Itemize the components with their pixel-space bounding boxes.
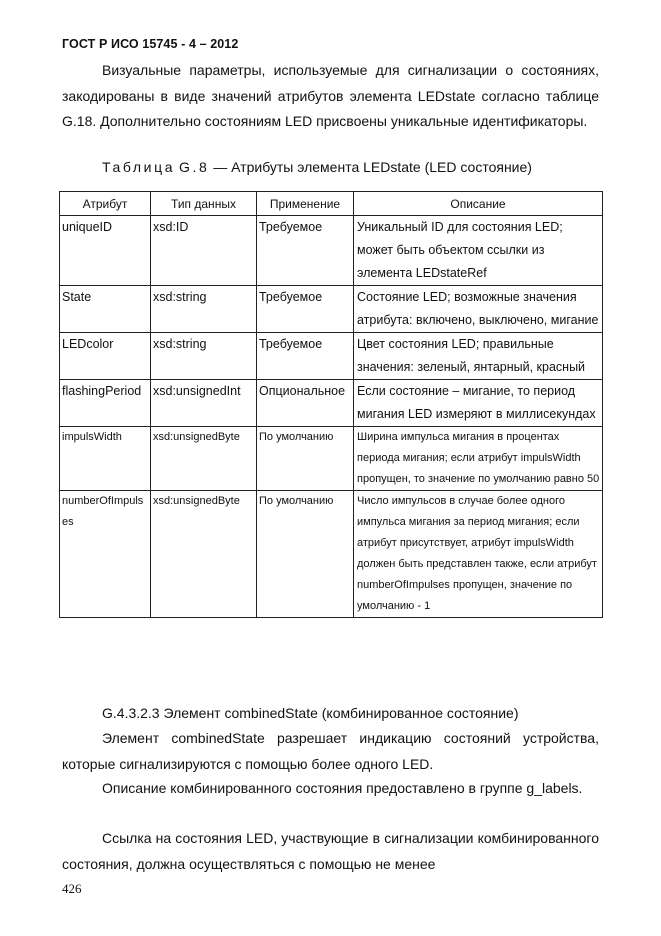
cell-description: Число импульсов в случае более одного импульса мигания за период мигания; если атрибут присутствует, атрибут impulsWidth должен быть представлен также, если атрибут numberOfImpulses пропущен, значение по умолчанию - 1	[354, 491, 603, 618]
cell-usage: Требуемое	[257, 216, 354, 286]
table-header-row	[60, 192, 603, 216]
header-description: Описание	[354, 192, 603, 216]
table-row	[60, 380, 603, 427]
table-caption	[102, 159, 532, 175]
cell-type: xsd:unsignedByte	[151, 427, 257, 491]
cell-attribute: impulsWidth	[60, 427, 151, 491]
cell-type: xsd:unsignedInt	[151, 380, 257, 427]
table-row	[60, 216, 603, 286]
cell-usage: Требуемое	[257, 286, 354, 333]
cell-type: xsd:ID	[151, 216, 257, 286]
section-heading: G.4.3.2.3 Элемент combinedState (комбинированное состояние)	[102, 705, 519, 721]
paragraph-combined-state: Элемент combinedState разрешает индикацию состояний устройства, которые сигнализируются с помощью более одного LED.	[62, 730, 599, 772]
cell-usage: Опциональное	[257, 380, 354, 427]
table-row	[60, 333, 603, 380]
table-row	[60, 491, 603, 618]
cell-description: Уникальный ID для состояния LED; может быть объектом ссылки из элемента LEDstateRef	[354, 216, 603, 286]
cell-attribute: flashingPeriod	[60, 380, 151, 427]
table-row	[60, 427, 603, 491]
intro-paragraph: Визуальные параметры, используемые для сигнализации о состояниях, закодированы в виде значений атрибутов элемента LEDstate согласно таблице G.18. Дополнительно состояниям LED присвоены уникальные идентификаторы.	[62, 62, 599, 129]
cell-usage: По умолчанию	[257, 427, 354, 491]
attributes-table	[59, 191, 603, 618]
table-caption-title: — Атрибуты элемента LEDstate (LED состояние)	[213, 159, 532, 175]
table-row	[60, 286, 603, 333]
cell-description: Цвет состояния LED; правильные значения: зеленый, янтарный, красный	[354, 333, 603, 380]
cell-type: xsd:string	[151, 333, 257, 380]
cell-attribute: State	[60, 286, 151, 333]
header-data-type: Тип данных	[151, 192, 257, 216]
page-number: 426	[62, 881, 82, 896]
cell-description: Если состояние – мигание, то период мигания LED измеряют в миллисекундах	[354, 380, 603, 427]
cell-usage: Требуемое	[257, 333, 354, 380]
table-caption-number: G.8	[178, 159, 210, 175]
paragraph-led-reference: Ссылка на состояния LED, участвующие в сигнализации комбинированного состояния, должна осуществляться с помощью не менее	[62, 830, 599, 872]
cell-description: Состояние LED; возможные значения атрибута: включено, выключено, мигание	[354, 286, 603, 333]
cell-type: xsd:string	[151, 286, 257, 333]
header-usage: Применение	[257, 192, 354, 216]
cell-type: xsd:unsignedByte	[151, 491, 257, 618]
cell-attribute: uniqueID	[60, 216, 151, 286]
cell-attribute: LEDcolor	[60, 333, 151, 380]
cell-attribute: numberOfImpulses	[60, 491, 151, 618]
document-header: ГОСТ Р ИСО 15745 - 4 – 2012	[62, 37, 239, 51]
cell-usage: По умолчанию	[257, 491, 354, 618]
header-attribute: Атрибут	[60, 192, 151, 216]
cell-description: Ширина импульса мигания в процентах периода мигания; если атрибут impulsWidth пропущен, то значение по умолчанию равно 50	[354, 427, 603, 491]
table-caption-label: Таблица	[102, 159, 176, 175]
paragraph-description-group: Описание комбинированного состояния предоставлено в группе g_labels.	[102, 780, 583, 796]
